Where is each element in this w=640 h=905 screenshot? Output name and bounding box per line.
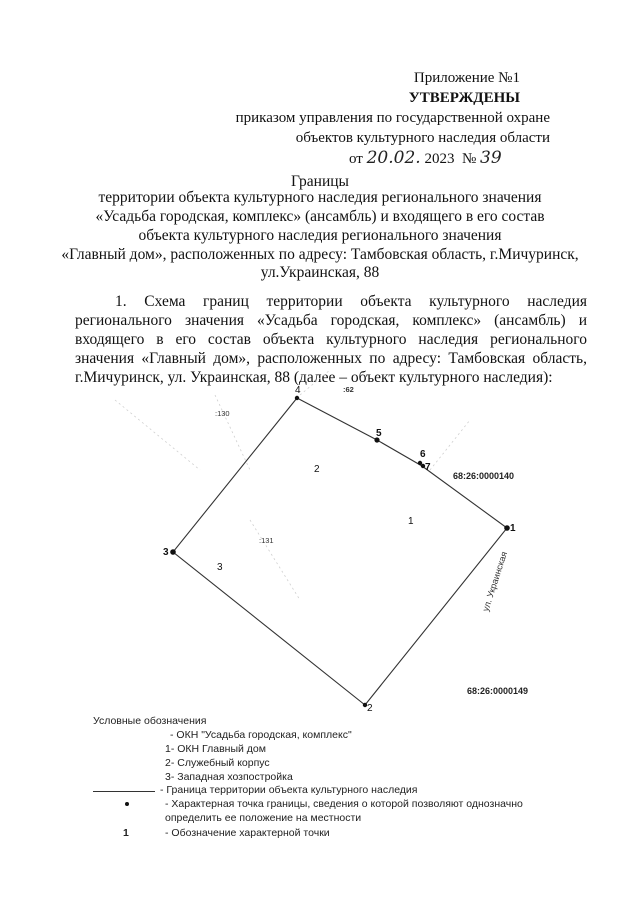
legend-point-desc-2: определить ее положение на местности <box>165 812 362 824</box>
title-line-1: Границы <box>291 173 349 190</box>
background-parcel-lines <box>115 370 470 600</box>
point-marker-4 <box>295 396 299 400</box>
point-label-5: 5 <box>376 428 382 439</box>
point-label-6: 6 <box>420 449 426 460</box>
quarter-label-149: 68:26:0000149 <box>467 686 529 696</box>
legend-designation-sample: 1 <box>123 827 129 839</box>
quarter-label-140: 68:26:0000140 <box>453 471 515 481</box>
paragraph-text: 1. Схема границ территории объекта культурного наследия регионального значения «Усадьба городская, комплекс» (ансамбль) и входящего в его состав объекта культурного наследия регионального значения «Главный дом», расположенных по адресу: Тамбовская область, г.Мичуринск, ул. Украинская, 88 (далее – объект культурного наследия): <box>75 293 587 386</box>
appendix-label: Приложение №1 <box>413 70 520 86</box>
year-label: 2023 <box>424 151 455 167</box>
legend-item-1: 1- ОКН Главный дом <box>165 743 266 755</box>
point-label-7: 7 <box>425 462 431 473</box>
point-label-3: 3 <box>163 547 169 558</box>
from-label: от <box>349 151 363 167</box>
point-label-4: 4 <box>295 385 301 396</box>
legend-item-2: 2- Служебный корпус <box>165 757 270 769</box>
handwritten-number: 39 <box>480 148 502 168</box>
boundary-polygon <box>173 398 510 705</box>
title-line-2: территории объекта культурного наследия регионального значения <box>98 189 542 206</box>
parcel-label-131: :131 <box>259 536 274 545</box>
point-marker-1 <box>504 525 510 531</box>
point-label-1: 1 <box>510 523 516 534</box>
legend-point-desc-1: - Характерная точка границы, сведения о которой позволяют однозначно <box>165 798 523 810</box>
legend-title: Условные обозначения <box>93 715 207 727</box>
number-sign: № <box>461 151 477 167</box>
approved-label: УТВЕРЖДЕНЫ <box>408 90 520 106</box>
street-label: ул. Украинская <box>480 550 510 613</box>
title-line-3: «Усадьба городская, комплекс» (ансамбль) и входящего в его состав <box>95 208 545 225</box>
point-marker-3 <box>170 549 176 555</box>
legend-boundary-line-sample <box>93 791 155 792</box>
parcel-label-62: :62 <box>343 385 354 394</box>
point-label-2: 2 <box>367 703 373 714</box>
handwritten-date: 20.02. <box>366 148 421 168</box>
area-label-3: 3 <box>217 562 223 573</box>
legend-item-3: 3- Западная хозпостройка <box>165 771 293 783</box>
legend-okn: - ОКН "Усадьба городская, комплекс" <box>170 729 352 741</box>
boundary-points <box>170 396 510 707</box>
order-line-2: объектов культурного наследия области <box>295 130 550 146</box>
title-line-6: ул.Украинская, 88 <box>260 264 380 281</box>
area-label-1: 1 <box>408 516 414 527</box>
legend-point-sample <box>125 802 129 806</box>
area-label-2: 2 <box>314 464 320 475</box>
order-line-1: приказом управления по государственной охране <box>235 110 550 126</box>
title-line-4: объекта культурного наследия регионального значения <box>138 227 502 244</box>
parcel-label-130: :130 <box>215 409 230 418</box>
title-line-5: «Главный дом», расположенных по адресу: Тамбовская область, г.Мичуринск, <box>61 246 579 263</box>
legend-designation: - Обозначение характерной точки <box>165 827 330 839</box>
legend-boundary: - Граница территории объекта культурного наследия <box>160 784 418 796</box>
